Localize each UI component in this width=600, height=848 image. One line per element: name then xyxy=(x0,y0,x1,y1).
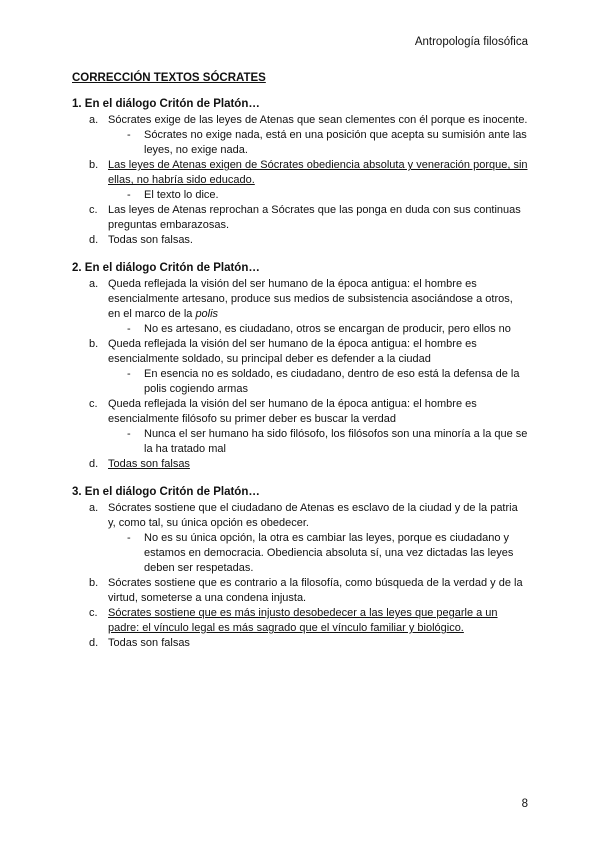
question-title: 3. En el diálogo Critón de Platón… xyxy=(72,486,260,498)
option-text: Queda reflejada la visión del ser humano de la época antigua: el hombre es esencialmente filósofo su primer deber es buscar la verdad xyxy=(108,398,477,425)
option-text: Las leyes de Atenas reprochan a Sócrates que las ponga en duda con sus continuas preguntas embarazosas. xyxy=(108,204,521,231)
question-2 xyxy=(72,262,528,472)
option-text-correct: Todas son falsas xyxy=(108,458,190,470)
note-text: Sócrates no exige nada, está en una posición que acepta su sumisión ante las leyes, no exige nada. xyxy=(144,129,527,156)
note-text: El texto lo dice. xyxy=(144,189,219,201)
question-1 xyxy=(72,98,528,248)
option-text-correct: Las leyes de Atenas exigen de Sócrates obediencia absoluta y veneración porque, sin ellas, no habría sido educado. xyxy=(108,159,528,186)
option-text: Todas son falsas xyxy=(108,637,190,649)
option-1a xyxy=(72,113,528,128)
dash-bullet: - xyxy=(127,532,131,544)
dash-bullet: - xyxy=(127,368,131,380)
option-label: b. xyxy=(89,159,99,171)
question-title: 1. En el diálogo Critón de Platón… xyxy=(72,98,260,110)
option-label: d. xyxy=(89,234,99,246)
dash-bullet: - xyxy=(127,189,131,201)
option-text: Queda reflejada la visión del ser humano de la época antigua: el hombre es esencialmente soldado, su principal deber es defender a la ciudad xyxy=(108,338,477,365)
option-text: Sócrates sostiene que el ciudadano de Atenas es esclavo de la ciudad y de la patria y, como tal, su única opción es obedecer. xyxy=(108,502,518,529)
dash-bullet: - xyxy=(127,323,131,335)
option-1c xyxy=(72,203,528,233)
option-3c xyxy=(72,606,528,636)
option-label: a. xyxy=(89,114,99,126)
dash-bullet: - xyxy=(127,428,131,440)
answer-note-2c xyxy=(72,427,528,457)
option-1b xyxy=(72,158,528,188)
dash-bullet: - xyxy=(127,129,131,141)
answer-note-1b xyxy=(72,188,528,203)
option-text: Todas son falsas. xyxy=(108,234,193,246)
option-label: c. xyxy=(89,204,98,216)
note-text: No es su única opción, la otra es cambiar las leyes, porque es ciudadano y estamos en democracia. Obediencia absoluta sí, una vez dictadas las leyes deben ser respetadas. xyxy=(144,532,514,574)
question-title: 2. En el diálogo Critón de Platón… xyxy=(72,262,260,274)
question-3 xyxy=(72,486,528,651)
answer-note-1a xyxy=(72,128,528,158)
option-text: Sócrates exige de las leyes de Atenas que sean clementes con él porque es inocente. xyxy=(108,114,528,126)
document-title: CORRECCIÓN TEXTOS SÓCRATES xyxy=(72,72,266,84)
running-header: Antropología filosófica xyxy=(414,36,528,48)
note-text: No es artesano, es ciudadano, otros se encargan de producir, pero ellos no xyxy=(144,323,511,335)
page-number: 8 xyxy=(521,798,528,810)
option-3b xyxy=(72,576,528,606)
option-text: Sócrates sostiene que es contrario a la filosofía, como búsqueda de la verdad y de la virtud, someterse a una condena injusta. xyxy=(108,577,523,604)
option-2c xyxy=(72,397,528,427)
option-label: d. xyxy=(89,637,99,649)
document-body xyxy=(72,72,528,665)
option-3a xyxy=(72,501,528,531)
note-text: En esencia no es soldado, es ciudadano, dentro de eso está la defensa de la polis cogiendo armas xyxy=(144,368,520,395)
option-label: c. xyxy=(89,398,98,410)
option-text-correct: Sócrates sostiene que es más injusto desobedecer a las leyes que pegarle a un padre: el vínculo legal es más sagrado que el vínculo familiar y biológico. xyxy=(108,607,498,634)
option-3d xyxy=(72,636,528,651)
option-2a xyxy=(72,277,528,322)
option-label: b. xyxy=(89,577,99,589)
option-label: c. xyxy=(89,607,98,619)
option-label: b. xyxy=(89,338,99,350)
answer-note-3a xyxy=(72,531,528,576)
option-text: Queda reflejada la visión del ser humano de la época antigua: el hombre es esencialmente artesano, produce sus medios de subsistencia asociándose a otros, en el marco de la xyxy=(108,278,513,320)
option-label: d. xyxy=(89,458,99,470)
option-text-italic: polis xyxy=(195,308,219,320)
option-2b xyxy=(72,337,528,367)
note-text: Nunca el ser humano ha sido filósofo, los filósofos son una minoría a la que se la ha tratado mal xyxy=(144,428,528,455)
answer-note-2b xyxy=(72,367,528,397)
option-2d xyxy=(72,457,528,472)
option-label: a. xyxy=(89,278,99,290)
answer-note-2a xyxy=(72,322,528,337)
option-label: a. xyxy=(89,502,99,514)
option-1d xyxy=(72,233,528,248)
